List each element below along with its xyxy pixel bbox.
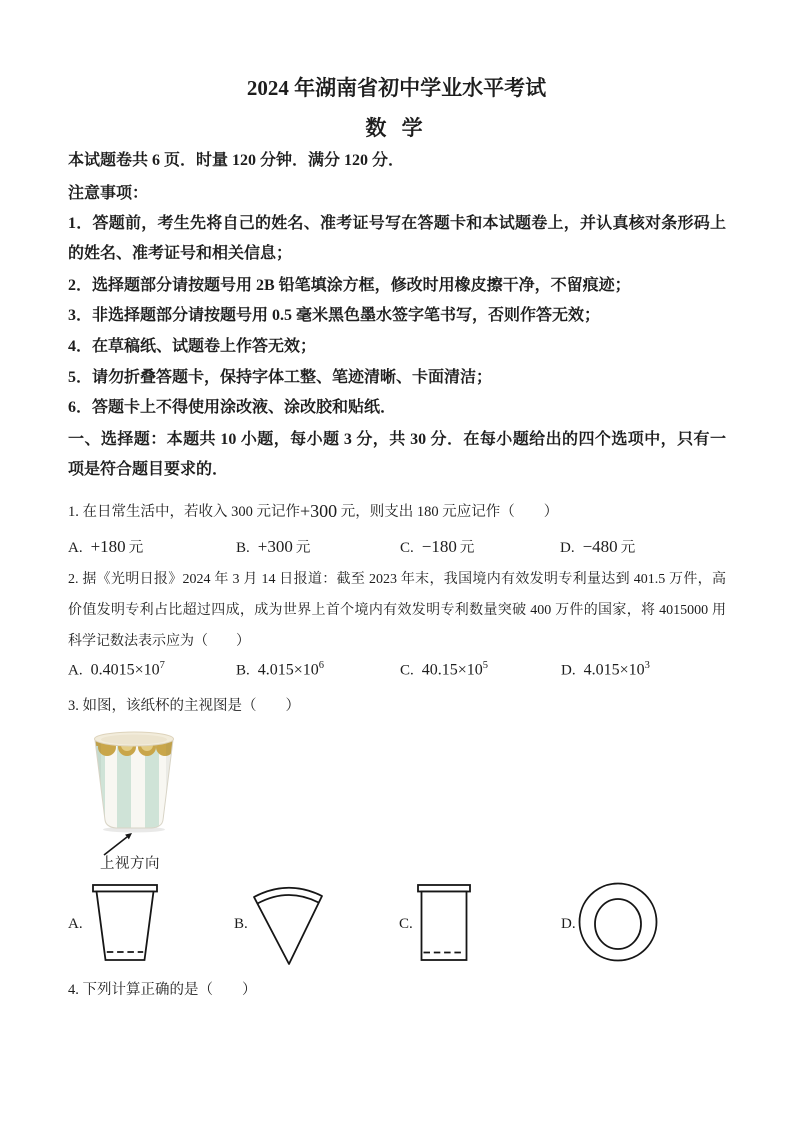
q3-option-b-letter: B. [234, 916, 248, 932]
question-3-stem: 3. 如图，该纸杯的主视图是（ ） [68, 698, 300, 714]
question-1-stem-prefix: 1. 在日常生活中，若收入 300 元记作 [68, 504, 300, 520]
q3-option-d-letter: D. [561, 916, 576, 932]
q1-option-d-value: −480 [582, 537, 618, 556]
q1-option-b-letter: B. [236, 540, 250, 556]
question-1-stem [68, 500, 558, 521]
q3-option-a-trapezoid-cup-icon [92, 884, 158, 962]
q1-option-b [236, 536, 310, 557]
question-1-stem-suffix: 元，则支出 180 元应记作（ ） [337, 504, 559, 520]
q1-option-b-unit: 元 [295, 540, 311, 556]
q2-option-c-base: 40.15×10 [421, 661, 483, 679]
cup-body-stripes [95, 738, 174, 832]
q1-option-a [68, 536, 143, 557]
q1-option-c-unit: 元 [459, 540, 475, 556]
q3-option-a-letter: A. [68, 916, 83, 932]
q1-option-c [400, 536, 474, 557]
question-2-line-2: 价值发明专利占比超过四成，成为世界上首个境内有效发明专利数量突破 400 万件的国家，将 4015000 用 [68, 603, 726, 618]
q2-option-a-exponent: 7 [159, 660, 165, 671]
notice-item-6: 6．答题卡上不得使用涂改液、涂改胶和贴纸． [68, 399, 397, 416]
q2-option-c [400, 660, 488, 679]
q3-option-c-rectangle-cup-icon [417, 884, 471, 962]
q3-option-c-letter: C. [399, 916, 413, 932]
section-1-header-line-2: 项是符合题目要求的． [68, 461, 229, 478]
q3-option-b-sector-fan-icon [252, 878, 324, 966]
notice-item-3: 3．非选择题部分请按题号用 0.5 毫米黑色墨水签字笔书写，否则作答无效； [68, 307, 601, 324]
q1-option-c-value: −180 [421, 537, 457, 556]
notice-item-4: 4．在草稿纸、试题卷上作答无效； [68, 338, 317, 355]
paper-cup-photo [91, 727, 177, 833]
q1-option-a-value: +180 [90, 537, 126, 556]
q1-option-a-unit: 元 [128, 540, 144, 556]
q2-option-a [68, 660, 165, 679]
question-4-stem: 4. 下列计算正确的是（ ） [68, 982, 257, 998]
notice-item-1-line-2: 的姓名、准考证号和相关信息； [68, 245, 293, 262]
q2-option-b-base: 4.015×10 [257, 661, 319, 679]
notice-item-1-line-1: 1．答题前，考生先将自己的姓名、准考证号写在答题卡和本试题卷上，并认真核对条形码上 [68, 215, 726, 232]
q2-option-b [236, 660, 324, 679]
notice-item-2: 2．选择题部分请按题号用 2B 铅笔填涂方框，修改时用橡皮擦干净，不留痕迹； [68, 277, 631, 294]
q2-option-d-base: 4.015×10 [583, 661, 645, 679]
q2-option-d [561, 660, 650, 679]
q2-option-b-exponent: 6 [318, 660, 325, 671]
question-2-line-3: 科学记数法表示应为（ ） [68, 634, 250, 649]
q2-option-d-exponent: 3 [644, 660, 650, 671]
q1-option-d-letter: D. [560, 540, 575, 556]
q2-option-c-exponent: 5 [482, 660, 489, 671]
q2-option-d-letter: D. [561, 662, 576, 679]
cup-rim-inner [101, 735, 167, 745]
question-2-line-1: 2. 据《光明日报》2024 年 3 月 14 日报道：截至 2023 年末，我国境内有效发明专利量达到 401.5 万件，高 [68, 572, 726, 587]
question-1-stem-emphasis: +300 [300, 501, 338, 521]
page-title: 2024 年湖南省初中学业水平考试 [246, 76, 547, 100]
q2-option-c-letter: C. [400, 662, 414, 679]
q1-option-d-unit: 元 [620, 540, 636, 556]
q2-option-a-base: 0.4015×10 [90, 661, 160, 679]
notice-item-5: 5．请勿折叠答题卡，保持字体工整、笔迹清晰、卡面清洁； [68, 369, 493, 386]
q2-option-b-letter: B. [236, 662, 250, 679]
subject-title: 数 学 [365, 116, 428, 140]
notice-header: 注意事项： [68, 185, 149, 202]
view-direction-label: 上视方向 [100, 856, 160, 872]
paper-meta-line: 本试题卷共 6 页．时量 120 分钟．满分 120 分． [68, 152, 405, 169]
q2-option-a-letter: A. [68, 662, 83, 679]
q1-option-d [560, 536, 635, 557]
q3-option-d-concentric-rings-icon [577, 882, 659, 964]
q1-option-a-letter: A. [68, 540, 83, 556]
q1-option-b-value: +300 [257, 537, 293, 556]
q1-option-c-letter: C. [400, 540, 414, 556]
section-1-header-line-1: 一、选择题：本题共 10 小题，每小题 3 分，共 30 分．在每小题给出的四个选项中，只有一 [68, 431, 726, 448]
